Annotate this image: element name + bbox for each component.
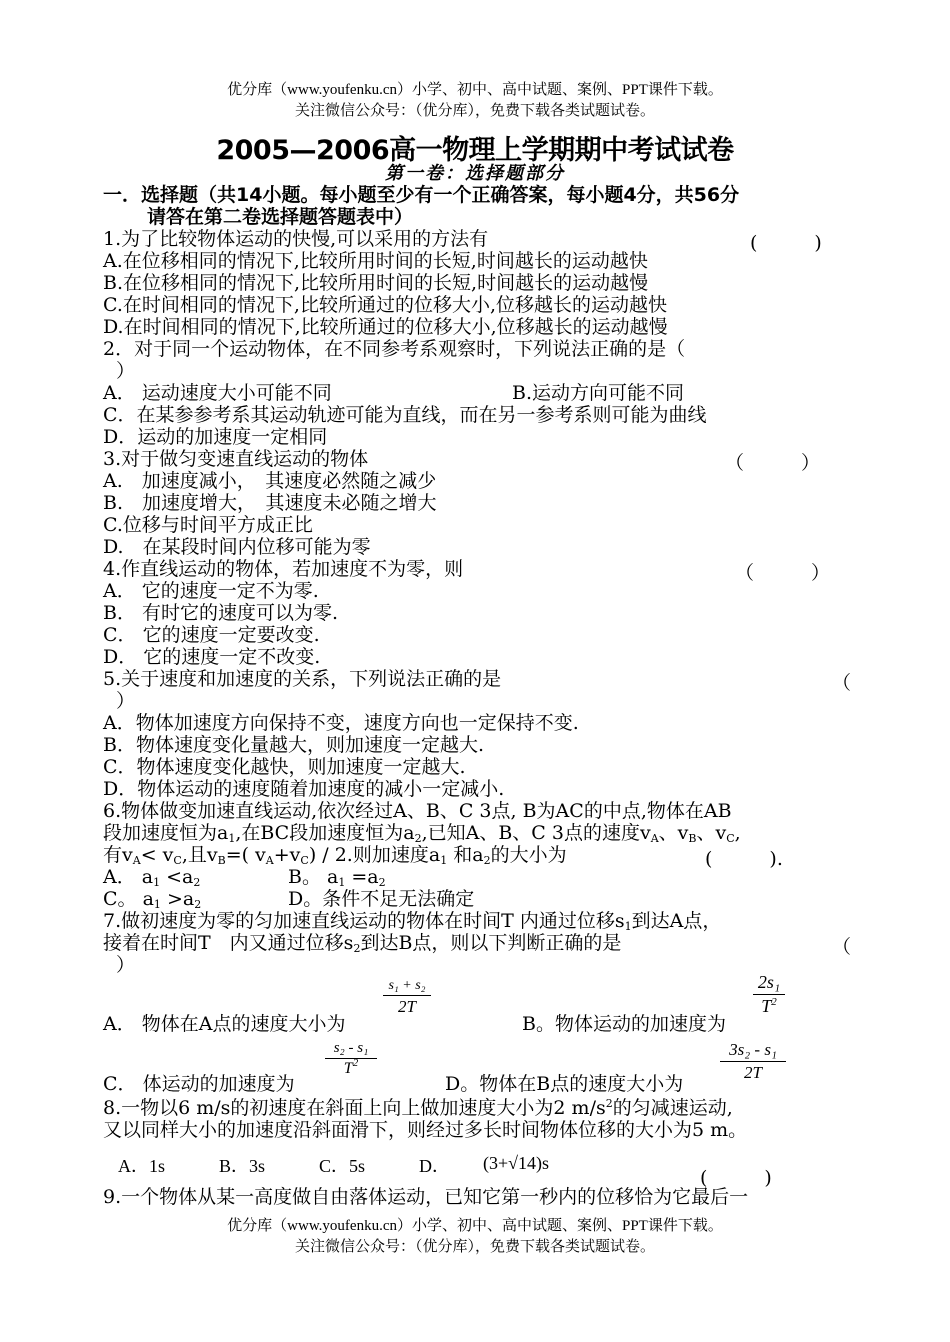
q6-line-2: 段加速度恒为$a_1$,在BC段加速度恒为$a_2$,已知A、B、C 3点的速度$v_A$、$v_B$、$v_C$, bbox=[103, 822, 741, 845]
q4-option-d: D． 它的速度一定不改变. bbox=[103, 646, 321, 668]
q3-stem: 3.对于做匀变速直线运动的物体 bbox=[103, 448, 369, 470]
q2-option-d: D．运动的加速度一定相同 bbox=[103, 426, 328, 448]
q3-option-c: C.位移与时间平方成正比 bbox=[103, 514, 313, 536]
q5-answer-paren-close: ） bbox=[116, 690, 136, 712]
q1-option-c: C.在时间相同的情况下,比较所通过的位移大小,位移越长的运动越快 bbox=[103, 294, 667, 316]
page-subtitle: 第一卷：选择题部分 bbox=[385, 163, 565, 184]
q7-option-b: B。物体运动的加速度为 bbox=[522, 1013, 726, 1035]
q7-option-c: C． 体运动的加速度为 bbox=[103, 1073, 295, 1095]
q5-answer-paren-open: （ bbox=[832, 672, 852, 694]
q2-option-a: A． 运动速度大小可能不同 bbox=[103, 382, 332, 404]
q5-option-d: D．物体运动的速度随着加速度的减小一定减小. bbox=[103, 778, 505, 800]
q7-answer-paren-open: （ bbox=[832, 936, 852, 958]
q6-option-c: C。 $a_1 >a_2$ bbox=[103, 888, 202, 911]
q8-line-1: 8.一物以6 m/s的初速度在斜面上向上做加速度大小为2 $m/s^2$的匀减速运动, bbox=[103, 1097, 733, 1119]
q5-stem: 5.关于速度和加速度的关系，下列说法正确的是 bbox=[103, 668, 502, 690]
q2-option-c: C．在某参参考系其运动轨迹可能为直线，而在另一参考系则可能为曲线 bbox=[103, 404, 707, 426]
q2-option-b: B.运动方向可能不同 bbox=[512, 382, 685, 404]
footer-line-1: 优分库（www.youfenku.cn）小学、初中、高中试题、案例、PPT课件下载。 bbox=[227, 1218, 723, 1234]
section-heading: 一．选择题（共14小题。每小题至少有一个正确答案，每小题4分，共56分 bbox=[103, 184, 740, 206]
q6-line-1: 6.物体做变加速直线运动,依次经过A、B、C 3点, B为AC的中点,物体在AB bbox=[103, 800, 732, 822]
q7-line-2: 接着在时间T 内又通过位移$s_2$到达B点，则以下判断正确的是 bbox=[103, 932, 622, 955]
q7-answer-paren-close: ） bbox=[116, 954, 136, 976]
q4-option-a: A． 它的速度一定不为零. bbox=[103, 580, 319, 602]
q3-option-a: A. 加速度减小， 其速度必然随之减少 bbox=[103, 470, 437, 492]
q7-option-a: A． 物体在A点的速度大小为 bbox=[103, 1013, 346, 1035]
q7-line-1: 7.做初速度为零的匀加速直线运动的物体在时间T 内通过位移$s_1$到达A点， bbox=[103, 910, 722, 933]
header-line-2: 关注微信公众号：（优分库），免费下载各类试题试卷。 bbox=[294, 103, 655, 119]
q8-line-2: 又以同样大小的加速度沿斜面滑下，则经过多长时间物体位移的大小为5 m。 bbox=[103, 1119, 748, 1141]
q7-formula-c: s₂ - s₁ $T^2$ bbox=[325, 1040, 377, 1078]
q8-answer-paren: ( ) bbox=[700, 1167, 772, 1189]
q1-option-d: D.在时间相同的情况下,比较所通过的位移大小,位移越长的运动越慢 bbox=[103, 316, 668, 338]
q4-option-b: B． 有时它的速度可以为零. bbox=[103, 602, 339, 624]
q5-option-c: C．物体速度变化越快，则加速度一定越大. bbox=[103, 756, 466, 778]
q3-option-d: D. 在某段时间内位移可能为零 bbox=[103, 536, 371, 558]
header-line-1: 优分库（www.youfenku.cn）小学、初中、高中试题、案例、PPT课件下载。 bbox=[227, 82, 723, 98]
q4-option-c: C． 它的速度一定要改变. bbox=[103, 624, 320, 646]
page-title: 2005—2006高一物理上学期期中考试试卷 bbox=[216, 135, 734, 166]
q7-formula-a: s₁ + s₂ 2T bbox=[383, 978, 431, 1017]
q3-option-b: B. 加速度增大， 其速度未必随之增大 bbox=[103, 492, 437, 514]
q7-formula-b: 2s₁ $T^2$ bbox=[753, 972, 785, 1017]
section-heading-cont: 请答在第二卷选择题答题表中） bbox=[147, 206, 414, 228]
q7-option-d: D。物体在B点的速度大小为 bbox=[445, 1073, 684, 1095]
q6-option-d: D。条件不足无法确定 bbox=[288, 888, 475, 910]
footer-line-2: 关注微信公众号：（优分库），免费下载各类试题试卷。 bbox=[294, 1239, 655, 1255]
q4-answer-paren: （ ） bbox=[735, 562, 831, 584]
q6-option-a: A． $a_1 <a_2$ bbox=[103, 866, 201, 889]
q1-stem: 1.为了比较物体运动的快慢,可以采用的方法有 bbox=[103, 228, 489, 250]
q7-formula-d: 3s₂ - s₁ 2T bbox=[720, 1040, 786, 1083]
q1-answer-paren: ( ) bbox=[750, 232, 822, 254]
q5-option-a: A．物体加速度方向保持不变，速度方向也一定保持不变. bbox=[103, 712, 579, 734]
q2-stem-cont: ） bbox=[116, 360, 136, 382]
q6-answer-paren: ( ). bbox=[705, 848, 783, 870]
q4-stem: 4.作直线运动的物体，若加速度不为零，则 bbox=[103, 558, 464, 580]
q8-options: A．1s B．3s C．5s D． bbox=[118, 1156, 451, 1176]
q3-answer-paren: （ ） bbox=[725, 452, 821, 474]
q1-option-b: B.在位移相同的情况下,比较所用时间的长短,时间越长的运动越慢 bbox=[103, 272, 649, 294]
q6-line-3: 有$v_A< v_C$,且$v_B=$( $v_A+v_C) / 2$.则加速度$a_1$ 和$a_2$的大小为 bbox=[103, 844, 567, 867]
q1-option-a: A.在位移相同的情况下,比较所用时间的长短,时间越长的运动越快 bbox=[103, 250, 648, 272]
q6-option-b: B。 $a_1 =a_2$ bbox=[288, 866, 386, 889]
q5-option-b: B．物体速度变化量越大，则加速度一定越大. bbox=[103, 734, 485, 756]
q8-option-d-expression: (3+√14)s bbox=[483, 1153, 550, 1173]
q2-stem: 2．对于同一个运动物体，在不同参考系观察时，下列说法正确的是（ bbox=[103, 338, 686, 360]
q9-line-1: 9.一个物体从某一高度做自由落体运动，已知它第一秒内的位移恰为它最后一 bbox=[103, 1186, 749, 1208]
